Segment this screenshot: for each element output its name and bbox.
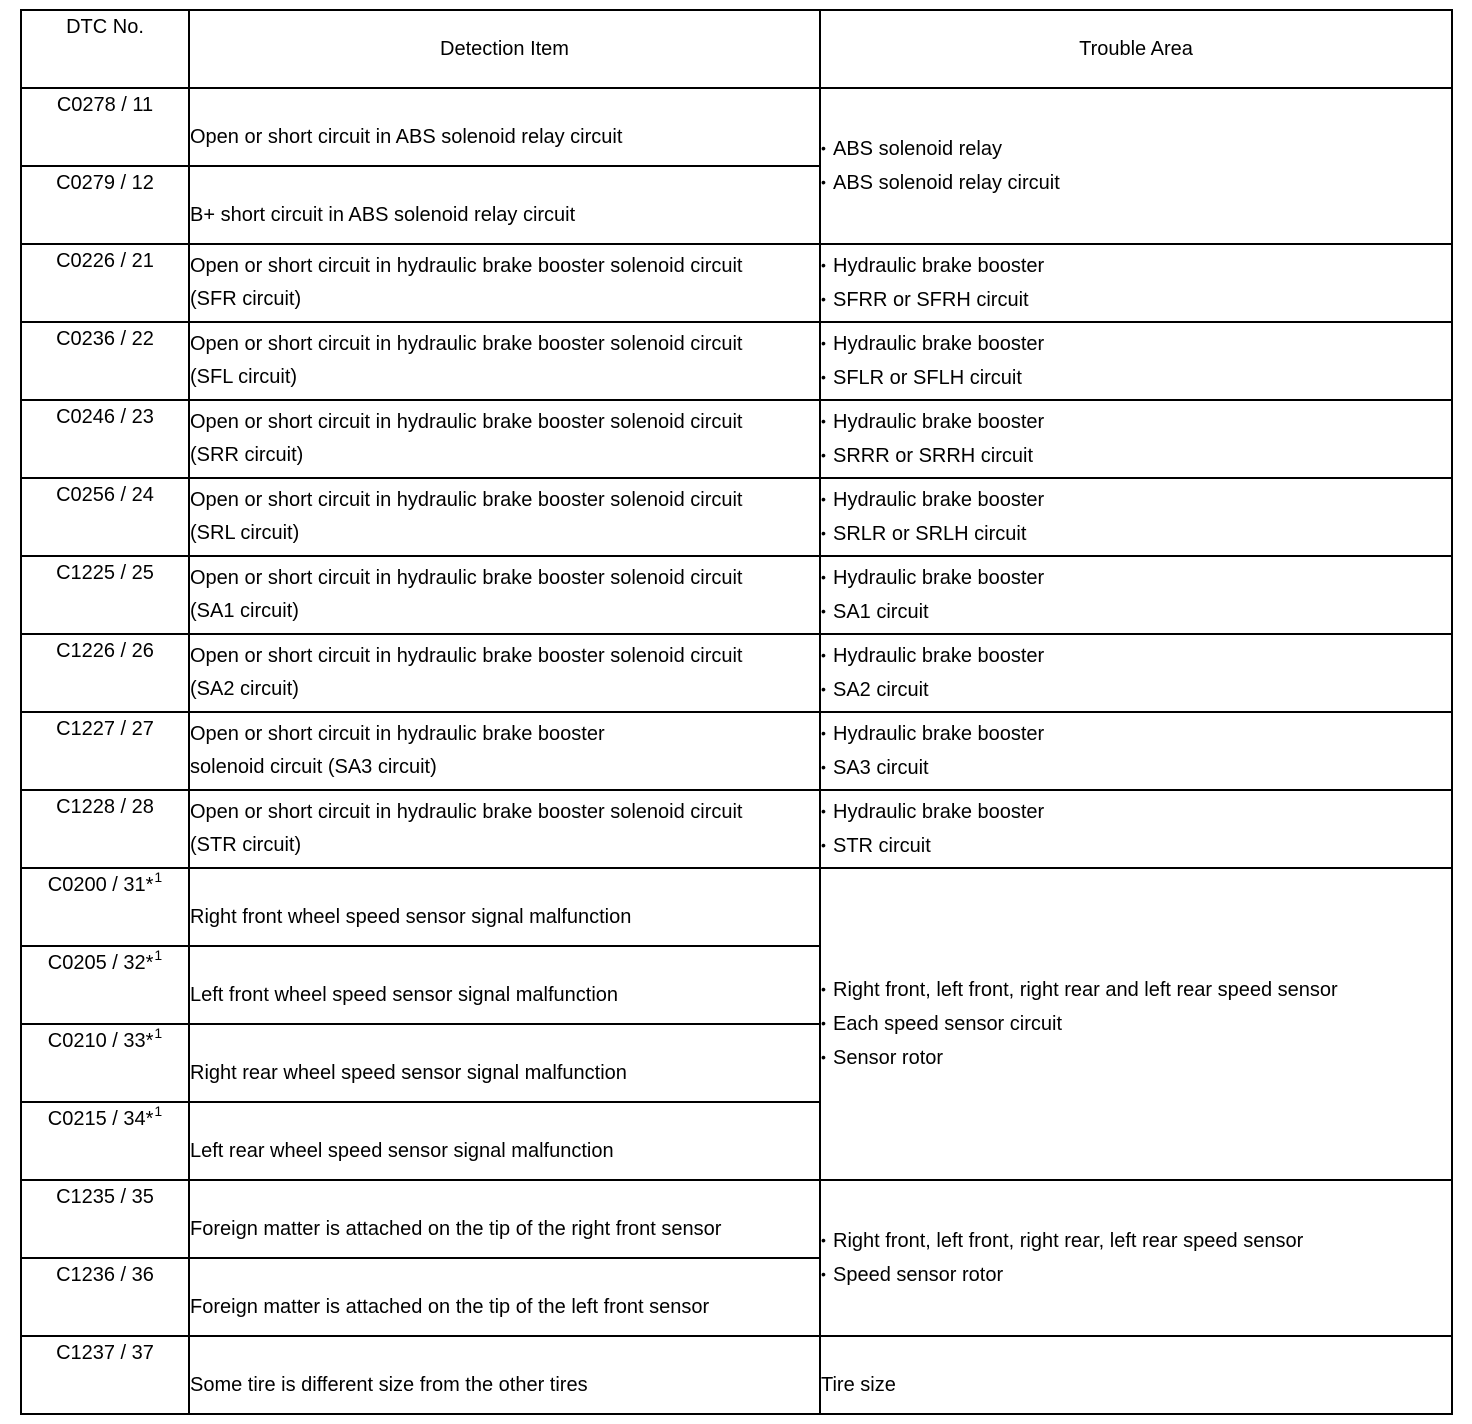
trouble-area-item (821, 673, 1451, 707)
dtc-number-cell (21, 1336, 189, 1414)
dtc-number-cell (21, 478, 189, 556)
trouble-area-text: Tire size (821, 1373, 896, 1396)
trouble-area-cell (820, 322, 1452, 400)
trouble-area-cell (820, 790, 1452, 868)
table-row (21, 322, 1452, 400)
detection-item-text: (SFR circuit) (190, 288, 302, 310)
trouble-area-cell (820, 712, 1452, 790)
detection-item-text: Open or short circuit in hydraulic brake booster solenoid circuit (190, 255, 743, 277)
dtc-code: C1225 / 25 (56, 562, 154, 584)
bullet-icon: • (821, 369, 826, 385)
detection-item-text: Open or short circuit in hydraulic brake booster solenoid circuit (190, 489, 743, 511)
detection-item-cell (189, 790, 820, 868)
bullet-icon: • (821, 681, 826, 697)
dtc-code: C0278 / 11 (56, 94, 154, 116)
table-row (21, 478, 1452, 556)
bullet-icon: • (821, 1232, 826, 1248)
detection-item-text: Right rear wheel speed sensor signal malfunction (190, 1061, 627, 1084)
detection-item-text: B+ short circuit in ABS solenoid relay circuit (190, 203, 576, 226)
trouble-area-text: SA1 circuit (833, 601, 929, 623)
dtc-code: C0210 / 33* (47, 1030, 154, 1052)
dtc-number-cell (21, 166, 189, 244)
detection-item-text: Left rear wheel speed sensor signal malfunction (190, 1139, 614, 1162)
trouble-area-cell (820, 868, 1452, 1180)
bullet-icon: • (821, 981, 826, 997)
bullet-icon: • (821, 759, 826, 775)
bullet-icon: • (821, 647, 826, 663)
trouble-area-item (821, 717, 1451, 751)
dtc-number-cell (21, 634, 189, 712)
trouble-area-text: SRRR or SRRH circuit (833, 445, 1034, 467)
detection-item-cell (189, 322, 820, 400)
detection-item-cell (189, 478, 820, 556)
bullet-icon: • (821, 491, 826, 507)
table-header-row (21, 10, 1452, 88)
detection-item-cell (189, 634, 820, 712)
detection-item-cell (189, 166, 820, 244)
trouble-area-text: STR circuit (833, 835, 931, 857)
trouble-area-item (821, 795, 1451, 829)
bullet-icon: • (821, 837, 826, 853)
bullet-icon: • (821, 1049, 826, 1065)
dtc-code: C1227 / 27 (56, 718, 154, 740)
detection-item-cell (189, 712, 820, 790)
detection-item-text: Open or short circuit in hydraulic brake booster solenoid circuit (190, 411, 743, 433)
footnote-marker: 1 (154, 869, 163, 885)
trouble-area-text: SA2 circuit (833, 679, 929, 701)
dtc-code: C0246 / 23 (56, 406, 154, 428)
detection-item-cell (189, 88, 820, 166)
detection-item-text: Open or short circuit in hydraulic brake booster solenoid circuit (190, 333, 743, 355)
trouble-area-text: SFLR or SFLH circuit (833, 367, 1022, 389)
bullet-icon: • (821, 174, 826, 190)
trouble-area-text: SFRR or SFRH circuit (833, 289, 1029, 311)
bullet-icon: • (821, 413, 826, 429)
trouble-area-text: Hydraulic brake booster (833, 801, 1045, 823)
table-row (21, 556, 1452, 634)
dtc-number-cell (21, 790, 189, 868)
trouble-area-cell (820, 556, 1452, 634)
detection-item-cell (189, 1258, 820, 1336)
detection-item-cell (189, 868, 820, 946)
bullet-icon: • (821, 447, 826, 463)
table-row (21, 1180, 1452, 1258)
header-detection-item: Detection Item (189, 10, 820, 88)
detection-item-text: Open or short circuit in hydraulic brake booster (190, 723, 605, 745)
detection-item-text: Foreign matter is attached on the tip of the left front sensor (190, 1295, 710, 1318)
trouble-area-text: Hydraulic brake booster (833, 567, 1045, 589)
trouble-area-text: Hydraulic brake booster (833, 723, 1045, 745)
trouble-area-text: Right front, left front, right rear and left rear speed sensor (833, 979, 1338, 1001)
bullet-icon: • (821, 291, 826, 307)
trouble-area-item (821, 1041, 1451, 1075)
trouble-area-cell (820, 400, 1452, 478)
detection-item-text: Right front wheel speed sensor signal malfunction (190, 905, 632, 928)
detection-item-text: (SA2 circuit) (190, 678, 299, 700)
trouble-area-text: Sensor rotor (833, 1047, 944, 1069)
trouble-area-item (821, 132, 1451, 166)
trouble-area-text: Hydraulic brake booster (833, 255, 1045, 277)
bullet-icon: • (821, 569, 826, 585)
bullet-icon: • (821, 257, 826, 273)
table-body (21, 88, 1452, 1414)
dtc-code: C0236 / 22 (56, 328, 154, 350)
trouble-area-item (821, 249, 1451, 283)
detection-item-cell (189, 400, 820, 478)
dtc-number-cell (21, 244, 189, 322)
trouble-area-item (821, 1007, 1451, 1041)
footnote-marker: 1 (154, 1103, 163, 1119)
trouble-area-item (821, 561, 1451, 595)
bullet-icon: • (821, 725, 826, 741)
detection-item-cell (189, 1180, 820, 1258)
table-row (21, 88, 1452, 166)
dtc-number-cell (21, 556, 189, 634)
footnote-marker: 1 (154, 1025, 163, 1041)
detection-item-text: (STR circuit) (190, 834, 302, 856)
trouble-area-cell (820, 634, 1452, 712)
trouble-area-text: Hydraulic brake booster (833, 489, 1045, 511)
detection-item-text: solenoid circuit (SA3 circuit) (190, 756, 437, 778)
dtc-code: C1226 / 26 (56, 640, 154, 662)
dtc-number-cell (21, 946, 189, 1024)
dtc-code: C0215 / 34* (47, 1108, 154, 1130)
trouble-area-text: Right front, left front, right rear, left rear speed sensor (833, 1230, 1304, 1252)
dtc-number-cell (21, 712, 189, 790)
table-row (21, 244, 1452, 322)
trouble-area-text: SA3 circuit (833, 757, 929, 779)
trouble-area-item (821, 829, 1451, 863)
dtc-code: C1235 / 35 (56, 1186, 154, 1208)
bullet-icon: • (821, 335, 826, 351)
trouble-area-item (821, 639, 1451, 673)
trouble-area-text: Speed sensor rotor (833, 1264, 1004, 1286)
bullet-icon: • (821, 1015, 826, 1031)
trouble-area-cell (820, 244, 1452, 322)
dtc-number-cell (21, 322, 189, 400)
table-row (21, 712, 1452, 790)
dtc-table (20, 9, 1453, 1415)
footnote-marker: 1 (154, 947, 163, 963)
detection-item-text: (SFL circuit) (190, 366, 298, 388)
trouble-area-text: Hydraulic brake booster (833, 333, 1045, 355)
trouble-area-cell (820, 88, 1452, 244)
dtc-number-cell (21, 868, 189, 946)
trouble-area-item (821, 483, 1451, 517)
detection-item-text: Open or short circuit in hydraulic brake booster solenoid circuit (190, 645, 743, 667)
header-dtc-no: DTC No. (21, 10, 189, 88)
trouble-area-cell (820, 1336, 1452, 1414)
bullet-icon: • (821, 1266, 826, 1282)
trouble-area-item (821, 1369, 1451, 1402)
trouble-area-text: Hydraulic brake booster (833, 411, 1045, 433)
trouble-area-item (821, 595, 1451, 629)
table-row (21, 868, 1452, 946)
detection-item-text: Left front wheel speed sensor signal malfunction (190, 983, 619, 1006)
detection-item-text: (SRR circuit) (190, 444, 304, 466)
trouble-area-text: SRLR or SRLH circuit (833, 523, 1027, 545)
dtc-code: C0256 / 24 (56, 484, 154, 506)
dtc-code: C1237 / 37 (56, 1342, 154, 1364)
trouble-area-item (821, 283, 1451, 317)
trouble-area-item (821, 517, 1451, 551)
detection-item-cell (189, 1102, 820, 1180)
trouble-area-item (821, 1224, 1451, 1258)
trouble-area-item (821, 1258, 1451, 1292)
detection-item-cell (189, 244, 820, 322)
dtc-code: C0200 / 31* (47, 874, 154, 896)
bullet-icon: • (821, 603, 826, 619)
dtc-code: C0279 / 12 (56, 172, 154, 194)
detection-item-cell (189, 1336, 820, 1414)
trouble-area-item (821, 751, 1451, 785)
detection-item-text: (SA1 circuit) (190, 600, 299, 622)
trouble-area-item (821, 166, 1451, 200)
detection-item-cell (189, 1024, 820, 1102)
dtc-number-cell (21, 1180, 189, 1258)
trouble-area-item (821, 439, 1451, 473)
dtc-number-cell (21, 400, 189, 478)
trouble-area-text: ABS solenoid relay circuit (833, 172, 1060, 194)
detection-item-cell (189, 556, 820, 634)
trouble-area-text: Hydraulic brake booster (833, 645, 1045, 667)
trouble-area-cell (820, 478, 1452, 556)
trouble-area-text: Each speed sensor circuit (833, 1013, 1063, 1035)
header-trouble-area: Trouble Area (820, 10, 1452, 88)
trouble-area-item (821, 327, 1451, 361)
trouble-area-text: ABS solenoid relay (833, 138, 1002, 160)
detection-item-text: Open or short circuit in hydraulic brake booster solenoid circuit (190, 567, 743, 589)
detection-item-text: Some tire is different size from the other tires (190, 1373, 588, 1396)
trouble-area-item (821, 973, 1451, 1007)
trouble-area-item (821, 361, 1451, 395)
trouble-area-item (821, 405, 1451, 439)
detection-item-text: (SRL circuit) (190, 522, 300, 544)
table-row (21, 634, 1452, 712)
dtc-number-cell (21, 1258, 189, 1336)
table-row (21, 790, 1452, 868)
dtc-number-cell (21, 88, 189, 166)
table-row (21, 1336, 1452, 1414)
trouble-area-cell (820, 1180, 1452, 1336)
detection-item-text: Open or short circuit in ABS solenoid relay circuit (190, 125, 623, 148)
dtc-code: C0205 / 32* (47, 952, 154, 974)
dtc-number-cell (21, 1024, 189, 1102)
detection-item-cell (189, 946, 820, 1024)
dtc-number-cell (21, 1102, 189, 1180)
dtc-code: C0226 / 21 (56, 250, 154, 272)
table-row (21, 400, 1452, 478)
bullet-icon: • (821, 525, 826, 541)
detection-item-text: Open or short circuit in hydraulic brake booster solenoid circuit (190, 801, 743, 823)
bullet-icon: • (821, 803, 826, 819)
detection-item-text: Foreign matter is attached on the tip of the right front sensor (190, 1217, 722, 1240)
dtc-code: C1228 / 28 (56, 796, 154, 818)
dtc-code: C1236 / 36 (56, 1264, 154, 1286)
bullet-icon: • (821, 140, 826, 156)
